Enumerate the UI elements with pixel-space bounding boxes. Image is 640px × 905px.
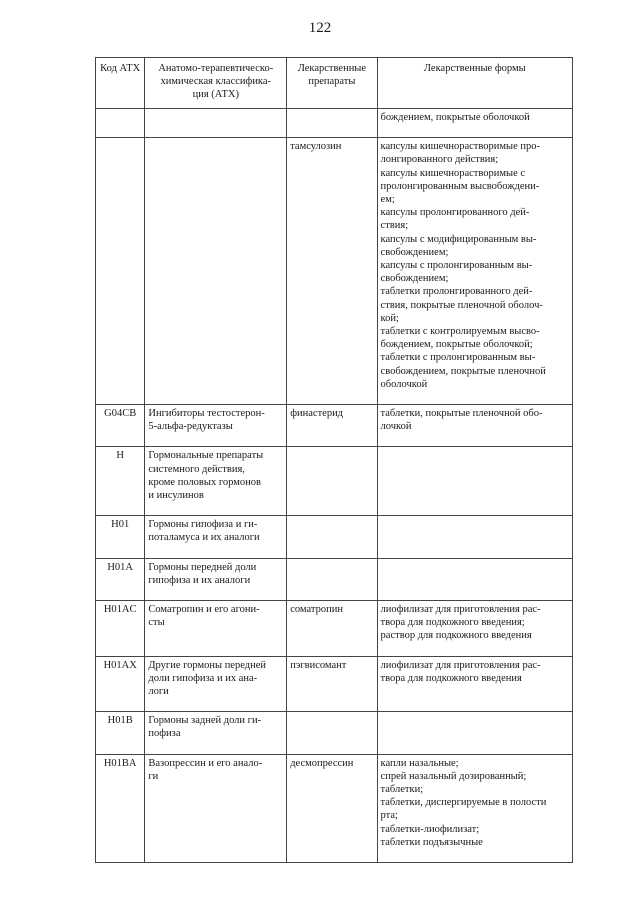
drug-cell: пэгвисомант [287,656,377,712]
table-row [96,447,573,516]
classification-cell [145,754,287,862]
header-drugs [287,58,377,109]
classification-line: Ингибиторы тестостерон- [148,407,265,419]
atx-code-cell: H01A [96,558,145,600]
classification-line: ги [148,770,159,782]
classification-cell [145,656,287,712]
classification-cell [145,516,287,558]
classification-line: кроме половых гормонов [148,476,261,488]
dosage-form-line: капсулы с пролонгированным вы- [380,260,533,272]
dosage-form-line: таблетки-лиофилизат; [380,823,480,835]
dosage-form-line: лиофилизат для приготовления рас- [380,659,541,671]
dosage-form-line: таблетки, покрытые пленочной обо- [380,407,543,419]
table-row [96,109,573,138]
classification-line: Гормоны задней доли ги- [148,715,262,727]
dosage-form-line: свобождением, покрытые пленочной [380,365,546,377]
dosage-form-line: таблетки с пролонгированным вы- [380,352,536,364]
header-classification-line: Анатомо-терапевтическо- [158,63,274,74]
atx-code-cell [96,138,145,405]
drug-cell [287,109,377,138]
atx-code-cell: H01AX [96,656,145,712]
table-body [96,109,573,863]
atx-code-cell: H [96,447,145,516]
header-classification-line: ция (АТХ) [192,89,239,101]
header-classification [145,58,287,109]
dosage-form-line: капсулы с модифицированным вы- [380,233,537,245]
classification-cell [145,138,287,405]
dosage-form-line: ствия, покрытые пленочной оболоч- [380,299,543,311]
dosage-form-line: таблетки подъязычные [380,836,483,848]
table-row [96,600,573,656]
dosage-forms-cell [377,712,572,754]
classification-cell [145,558,287,600]
dosage-forms-cell [377,404,572,446]
dosage-form-line: таблетки, диспергируемые в полости [380,797,547,809]
dosage-forms-cell [377,600,572,656]
classification-line: Соматропин и его агони- [148,603,260,615]
drug-cell: финастерид [287,404,377,446]
table-row [96,754,573,862]
page-number: 122 [308,20,332,36]
classification-cell [145,447,287,516]
classification-line: логи [148,685,169,697]
dosage-forms-cell [377,754,572,862]
dosage-form-line: ем; [380,194,395,205]
header-drugs-line: препараты [308,76,356,88]
dosage-form-line: таблетки; [380,783,424,795]
classification-line: Гормоны передней доли [148,561,257,573]
dosage-form-line: таблетки с контролируемым высво- [380,326,540,338]
dosage-form-line: капли назальные; [380,757,459,769]
classification-line: пофиза [148,728,181,740]
table-row [96,558,573,600]
dosage-forms-cell [377,109,572,138]
drug-cell [287,447,377,516]
dosage-form-line: свобождением; [380,246,449,258]
atx-code-cell: H01AC [96,600,145,656]
table-row [96,138,573,405]
header-drugs-line: Лекарственные [297,63,367,74]
dosage-forms-cell [377,558,572,600]
dosage-form-line: рта; [380,810,398,822]
dosage-form-line: бождением, покрытые оболочкой; [380,339,533,351]
dosage-form-line: ствия; [380,220,409,232]
dosage-form-line: лиофилизат для приготовления рас- [380,603,541,615]
dosage-form-line: таблетки пролонгированного дей- [380,286,533,298]
classification-cell [145,109,287,138]
table-row [96,712,573,754]
atx-code-cell: H01 [96,516,145,558]
classification-line: Другие гормоны передней [148,659,266,671]
dosage-form-line: капсулы кишечнорастворимые про- [380,141,540,153]
drug-cell [287,558,377,600]
atx-code-cell: G04CB [96,404,145,446]
atx-code-cell [96,109,145,138]
table-header-row [96,58,573,109]
classification-cell [145,600,287,656]
dosage-form-line: капсулы пролонгированного дей- [380,207,530,219]
dosage-forms-cell [377,138,572,405]
classification-line: поталамуса и их аналоги [148,532,260,544]
table-row [96,404,573,446]
atx-code-cell: H01BA [96,754,145,862]
dosage-forms-cell [377,516,572,558]
drug-cell [287,516,377,558]
classification-cell [145,712,287,754]
header-classification-line: химическая классифика- [160,76,272,88]
dosage-form-line: лонгированного действия; [380,154,499,166]
dosage-forms-cell [377,447,572,516]
classification-cell [145,404,287,446]
dosage-form-line: твора для подкожного введения [380,672,522,684]
classification-line: Гормональные препараты [148,450,264,462]
classification-line: Вазопрессин и его анало- [148,757,263,769]
dosage-form-line: бождением, покрытые оболочкой [380,112,530,123]
header-code: Код АТХ [96,58,145,109]
dosage-form-line: оболочкой [380,378,428,390]
atx-code-cell: H01B [96,712,145,754]
table-row [96,516,573,558]
dosage-form-line: свобождением; [380,273,449,285]
dosage-form-line: кой; [380,312,399,324]
dosage-form-line: твора для подкожного введения; [380,617,525,629]
dosage-forms-cell [377,656,572,712]
classification-line: доли гипофиза и их ана- [148,672,258,684]
classification-line: системного действия, [148,463,245,475]
drug-cell [287,712,377,754]
classification-line: 5-альфа-редуктазы [148,421,233,433]
dosage-form-line: пролонгированным высвобождени- [380,180,540,192]
dosage-form-line: капсулы кишечнорастворимые с [380,167,526,179]
classification-line: сты [148,617,165,629]
classification-line: гипофиза и их аналоги [148,574,251,586]
drug-cell: десмопрессин [287,754,377,862]
dosage-form-line: раствор для подкожного введения [380,630,532,642]
drug-cell: соматропин [287,600,377,656]
table-row [96,656,573,712]
drug-cell: тамсулозин [287,138,377,405]
classification-line: и инсулинов [148,489,204,501]
dosage-form-line: лочкой [380,421,412,433]
header-forms: Лекарственные формы [377,58,572,109]
dosage-form-line: спрей назальный дозированный; [380,770,527,782]
classification-line: Гормоны гипофиза и ги- [148,519,258,531]
atx-table [95,57,573,863]
